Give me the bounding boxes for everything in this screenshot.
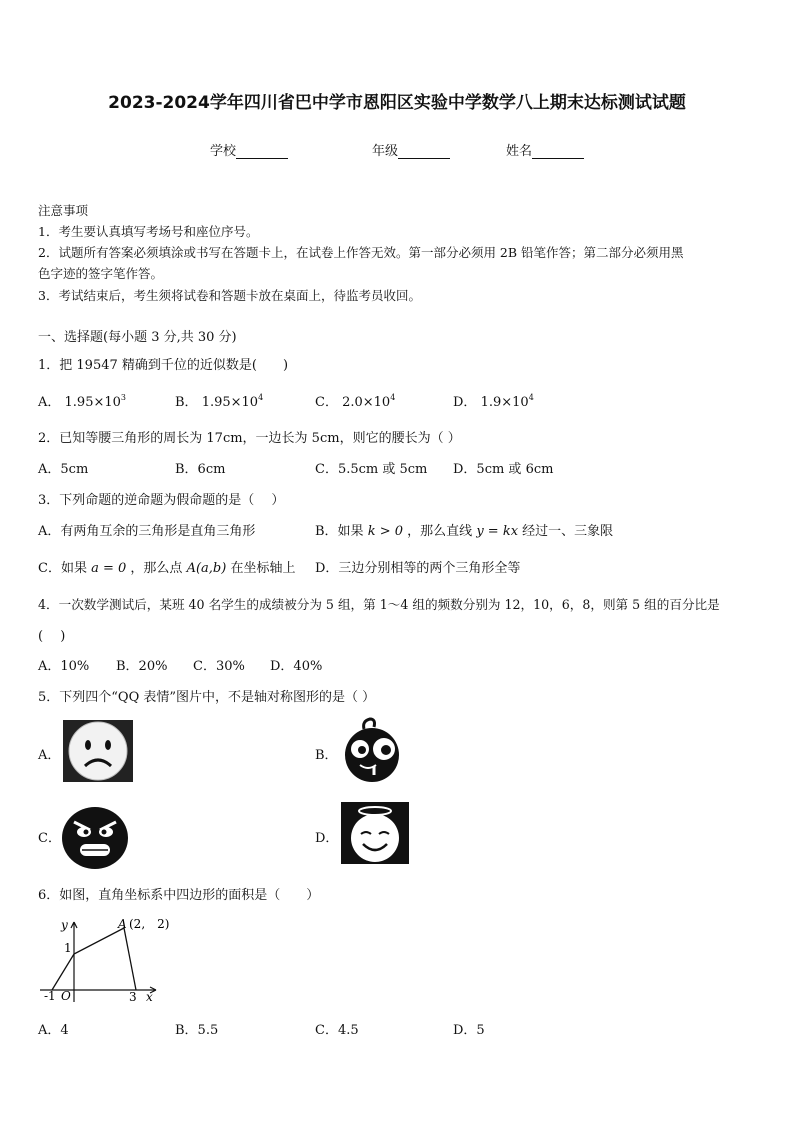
q6-option-b: B．5.5 — [175, 1023, 219, 1038]
q5-option-b-label: B． — [315, 748, 338, 763]
grade-blank — [398, 144, 450, 159]
q4-stem-cont: ( ) — [38, 629, 66, 644]
q3-option-a: A．有两角互余的三角形是直角三角形 — [38, 524, 256, 539]
q4-stem: 4．一次数学测试后，某班 40 名学生的成绩被分为 5 组，第 1～4 组的频数分别为 12，10，6，8，则第 5 组的百分比是 — [38, 597, 720, 612]
q4-option-a: A．10% — [38, 659, 90, 674]
q6-stem: 6．如图，直角坐标系中四边形的面积是（ ） — [38, 888, 320, 903]
coordinate-figure — [38, 910, 178, 1005]
q1-option-d: D． $1.9\times 10^4$ — [453, 393, 534, 410]
q5-option-a-label: A． — [38, 748, 61, 763]
q2-option-b: B．6cm — [175, 462, 226, 477]
origin-label: O — [61, 989, 71, 1003]
q2-option-a: A．5cm — [38, 462, 89, 477]
q3-stem: 3．下列命题的逆命题为假命题的是（ ） — [38, 493, 285, 508]
grade-field — [372, 140, 450, 159]
q4-option-d: D．40% — [270, 659, 323, 674]
q4-option-b: B．20% — [116, 659, 168, 674]
notes-heading: 注意事项 — [38, 203, 89, 218]
note-2: 2．试题所有答案必须填涂或书写在答题卡上，在试卷上作答无效。第一部分必须用 2B 铅笔作答；第二部分必须用黑 — [38, 245, 684, 260]
tick-label-neg1: -1 — [44, 989, 56, 1003]
school-blank — [236, 144, 288, 159]
q1-option-c: C． $2.0\times 10^4$ — [315, 393, 396, 410]
crying-face-icon — [338, 717, 406, 783]
q6-option-a: A．4 — [38, 1023, 69, 1038]
section-heading: 一、选择题(每小题 3 分,共 30 分) — [38, 330, 237, 345]
q5-stem: 5．下列四个“QQ 表情”图片中，不是轴对称图形的是（ ） — [38, 690, 376, 705]
note-1: 1．考生要认真填写考场号和座位序号。 — [38, 224, 259, 239]
point-a-coords: (2, 2) — [129, 917, 170, 931]
q5-option-c-label: C． — [38, 831, 61, 846]
quadrilateral-outline — [52, 928, 136, 990]
note-3: 3．考试结束后，考生须将试卷和答题卡放在桌面上，待监考员收回。 — [38, 288, 421, 303]
q1-option-b: B． $1.95\times 10^4$ — [175, 393, 264, 410]
q3-option-c: C．如果 a = 0 ，那么点 A(a,b) 在坐标轴上 — [38, 561, 296, 576]
tick-label-1: 1 — [64, 941, 72, 955]
name-field — [506, 140, 584, 159]
tick-label-3: 3 — [129, 990, 137, 1004]
q2-stem: 2．已知等腰三角形的周长为 17cm，一边长为 5cm，则它的腰长为（ ） — [38, 431, 461, 446]
angel-face-icon — [341, 802, 409, 864]
q4-option-c: C．30% — [193, 659, 245, 674]
x-axis-label: x — [146, 990, 153, 1004]
grade-label: 年级 — [372, 144, 399, 159]
q2-option-d: D．5cm 或 6cm — [453, 462, 554, 477]
y-axis-label: y — [61, 918, 68, 932]
school-label: 学校 — [210, 144, 237, 159]
q6-option-c: C．4.5 — [315, 1023, 359, 1038]
point-a-label: A — [118, 917, 127, 931]
page-title: 2023-2024学年四川省巴中学市恩阳区实验中学数学八上期末达标测试试题 — [108, 93, 686, 113]
q1-stem: 1．把 19547 精确到千位的近似数是( ) — [38, 358, 289, 373]
q3-option-d: D．三边分别相等的两个三角形全等 — [315, 561, 521, 576]
name-blank — [532, 144, 584, 159]
sad-face-icon — [63, 720, 133, 782]
name-label: 姓名 — [506, 144, 533, 159]
q1-option-a: A． $1.95\times 10^3$ — [38, 393, 127, 410]
q2-option-c: C．5.5cm 或 5cm — [315, 462, 428, 477]
q5-option-d-label: D． — [315, 831, 339, 846]
note-2-cont: 色字迹的签字笔作答。 — [38, 266, 164, 281]
school-field — [210, 140, 288, 159]
q6-option-d: D．5 — [453, 1023, 485, 1038]
angry-face-icon — [60, 804, 130, 870]
q3-option-b: B．如果 k > 0 ，那么直线 y = kx 经过一、三象限 — [315, 524, 614, 539]
